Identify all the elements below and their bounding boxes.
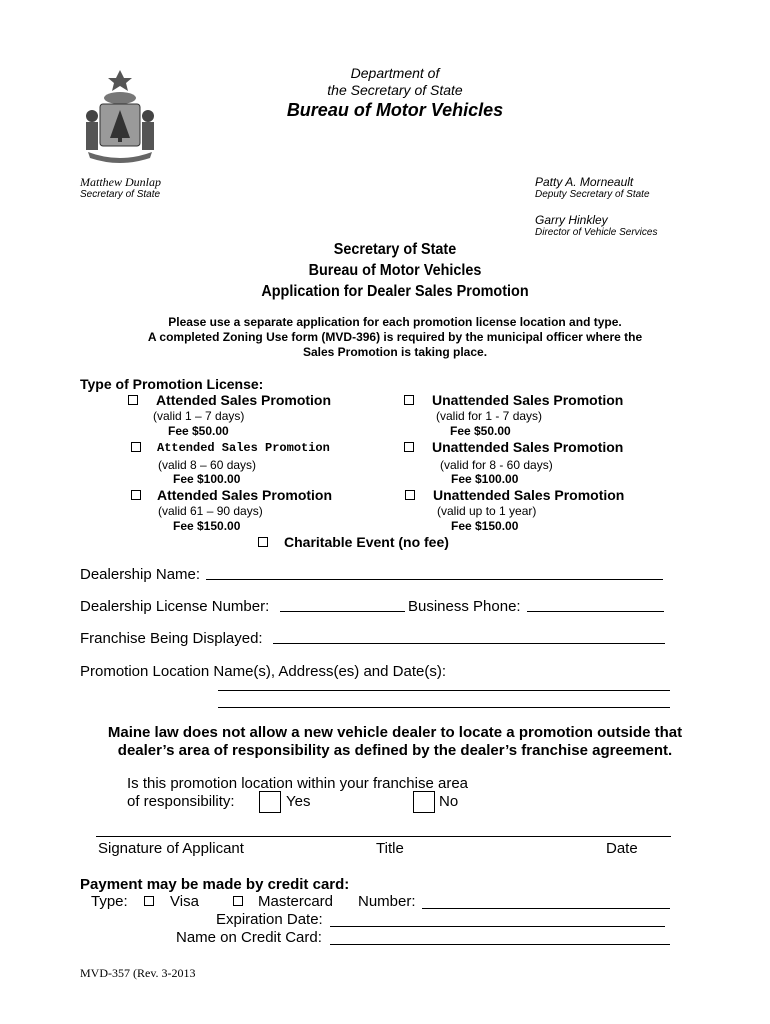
attended-61-90-valid: (valid 61 – 90 days) (158, 504, 263, 518)
business-phone-label: Business Phone: (408, 598, 521, 615)
deputy-title: Deputy Secretary of State (535, 189, 650, 200)
attended-61-90-checkbox[interactable] (131, 490, 141, 500)
charitable-checkbox[interactable] (258, 537, 268, 547)
deputy-name: Patty A. Morneault (535, 175, 634, 189)
yes-label: Yes (286, 793, 311, 810)
location-field-1[interactable] (218, 690, 670, 691)
unattended-8-60-fee: Fee $100.00 (451, 472, 519, 486)
bureau-heading: Bureau of Motor Vehicles (286, 100, 504, 120)
unattended-1-year-checkbox[interactable] (405, 490, 415, 500)
unattended-1-7-label: Unattended Sales Promotion (432, 392, 624, 408)
title-line1: Secretary of State (333, 241, 457, 258)
unattended-1-year-label: Unattended Sales Promotion (433, 487, 625, 503)
attended-1-7-valid: (valid 1 – 7 days) (153, 409, 245, 423)
instruction-line1: Please use a separate application for each promotion license location and type. (168, 315, 622, 329)
unattended-1-7-valid: (valid for 1 - 7 days) (436, 409, 543, 423)
license-number-field[interactable] (280, 611, 405, 612)
charitable-label: Charitable Event (no fee) (284, 534, 449, 550)
title-line2: Bureau of Motor Vehicles (308, 262, 482, 279)
attended-1-7-checkbox[interactable] (128, 395, 138, 405)
unattended-1-7-checkbox[interactable] (404, 395, 414, 405)
mastercard-label: Mastercard (258, 893, 334, 910)
secretary-title: Secretary of State (80, 189, 161, 200)
payment-heading: Payment may be made by credit card: (80, 876, 350, 893)
secretary-name: Matthew Dunlap (80, 175, 161, 189)
law-notice-line1: Maine law does not allow a new vehicle dealer to locate a promotion outside that (107, 724, 683, 741)
name-on-card-field[interactable] (330, 944, 670, 945)
attended-1-7-fee: Fee $50.00 (168, 424, 229, 438)
license-number-label: Dealership License Number: (80, 598, 270, 615)
law-notice-line2: dealer’s area of responsibility as defined by the dealer’s franchise agreement. (117, 742, 673, 759)
unattended-1-year-valid: (valid up to 1 year) (437, 504, 537, 518)
director-title: Director of Vehicle Services (535, 227, 658, 238)
attended-1-7-label: Attended Sales Promotion (156, 392, 332, 408)
instruction-line2: A completed Zoning Use form (MVD-396) is required by the municipal officer where the (147, 330, 643, 344)
signature-applicant-label: Signature of Applicant (98, 840, 244, 857)
dealership-name-label: Dealership Name: (80, 566, 201, 583)
form-id: MVD-357 (Rev. 3-2013 (80, 966, 196, 980)
unattended-8-60-valid: (valid for 8 - 60 days) (440, 458, 553, 472)
signature-line[interactable] (96, 836, 671, 837)
title-line3: Application for Dealer Sales Promotion (261, 283, 529, 300)
dept-line1: Department of (350, 65, 440, 81)
license-heading: Type of Promotion License: (80, 376, 264, 392)
dealership-name-field[interactable] (206, 579, 663, 580)
business-phone-field[interactable] (527, 611, 664, 612)
attended-61-90-fee: Fee $150.00 (173, 519, 241, 533)
unattended-8-60-checkbox[interactable] (404, 442, 414, 452)
location-label: Promotion Location Name(s), Address(es) and Date(s): (80, 663, 446, 680)
name-on-card-label: Name on Credit Card: (176, 929, 322, 946)
no-checkbox[interactable] (413, 791, 435, 813)
unattended-8-60-label: Unattended Sales Promotion (432, 439, 624, 455)
attended-8-60-label: Attended Sales Promotion (157, 441, 330, 455)
dept-line2: the Secretary of State (327, 82, 463, 98)
attended-8-60-fee: Fee $100.00 (173, 472, 241, 486)
attended-8-60-valid: (valid 8 – 60 days) (158, 458, 257, 472)
no-label: No (439, 793, 459, 810)
unattended-1-7-fee: Fee $50.00 (450, 424, 511, 438)
state-seal (80, 68, 160, 164)
card-number-field[interactable] (422, 908, 670, 909)
visa-checkbox[interactable] (144, 896, 154, 906)
signature-title-label: Title (376, 840, 404, 857)
instruction-line3: Sales Promotion is taking place. (302, 345, 488, 359)
franchise-label: Franchise Being Displayed: (80, 630, 263, 647)
question-line2: of responsibility: (127, 793, 235, 810)
yes-checkbox[interactable] (259, 791, 281, 813)
director-name: Garry Hinkley (535, 213, 608, 227)
visa-label: Visa (170, 893, 199, 910)
card-number-label: Number: (358, 893, 416, 910)
attended-8-60-checkbox[interactable] (131, 442, 141, 452)
payment-type-label: Type: (91, 893, 128, 910)
location-field-2[interactable] (218, 707, 670, 708)
franchise-field[interactable] (273, 643, 665, 644)
attended-61-90-label: Attended Sales Promotion (157, 487, 333, 503)
expiration-label: Expiration Date: (216, 911, 323, 928)
signature-date-label: Date (606, 840, 638, 857)
expiration-field[interactable] (330, 926, 665, 927)
mastercard-checkbox[interactable] (233, 896, 243, 906)
question-line1: Is this promotion location within your franchise area (127, 775, 469, 792)
unattended-1-year-fee: Fee $150.00 (451, 519, 519, 533)
